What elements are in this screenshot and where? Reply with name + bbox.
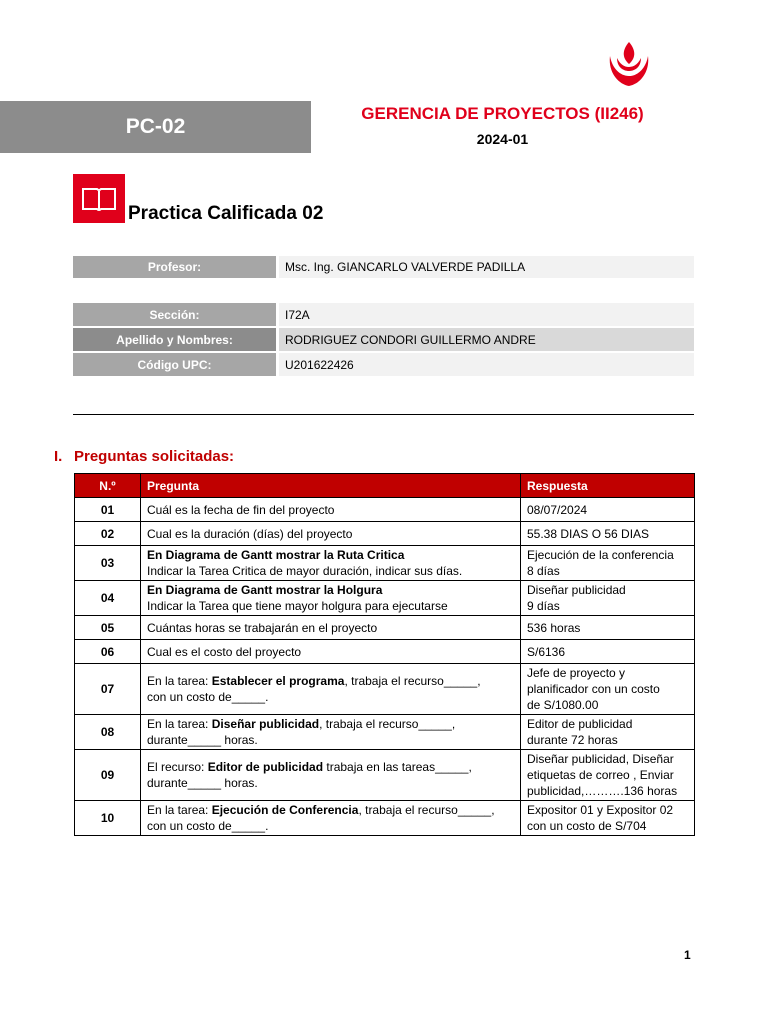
question-line bbox=[147, 818, 514, 834]
question-text: con un costo de_____. bbox=[147, 690, 269, 704]
answer-line: 536 horas bbox=[527, 620, 581, 635]
question-line bbox=[147, 644, 514, 660]
question-line bbox=[147, 502, 514, 518]
table-row bbox=[75, 616, 695, 640]
answer-line: de S/1080.00 bbox=[527, 698, 599, 712]
answer-cell bbox=[521, 498, 695, 522]
apellido-label: Apellido y Nombres: bbox=[73, 328, 276, 351]
answer-line: 8 días bbox=[527, 564, 560, 578]
answer-cell bbox=[521, 546, 695, 581]
row-number: 01 bbox=[75, 498, 141, 522]
question-text: Cuántas horas se trabajarán en el proyecto bbox=[147, 620, 378, 635]
question-line bbox=[147, 732, 514, 748]
table-row bbox=[75, 546, 695, 581]
question-cell bbox=[141, 750, 521, 801]
question-text: trabaja en las tareas_____, bbox=[323, 760, 472, 774]
question-cell bbox=[141, 522, 521, 546]
section-heading bbox=[54, 448, 234, 465]
document-title: Practica Calificada 02 bbox=[128, 203, 324, 224]
question-line bbox=[147, 775, 514, 791]
table-row bbox=[75, 522, 695, 546]
answer-line: S/6136 bbox=[527, 644, 566, 659]
answer-line: Diseñar publicidad, Diseñar bbox=[527, 752, 674, 766]
codigo-label: Código UPC: bbox=[73, 353, 276, 376]
answer-line: Diseñar publicidad bbox=[527, 583, 626, 597]
question-line bbox=[147, 620, 514, 636]
question-text: durante_____ horas. bbox=[147, 733, 258, 747]
question-line bbox=[147, 598, 514, 614]
question-cell bbox=[141, 616, 521, 640]
question-line bbox=[147, 802, 514, 818]
table-row bbox=[75, 498, 695, 522]
question-line bbox=[147, 673, 514, 689]
profesor-row bbox=[73, 256, 694, 278]
question-text: Cual es el costo del proyecto bbox=[147, 644, 302, 659]
question-text: En la tarea: bbox=[147, 674, 212, 688]
question-emphasis: Establecer el programa bbox=[211, 674, 345, 688]
answer-cell bbox=[521, 581, 695, 616]
answer-line: Jefe de proyecto y bbox=[527, 666, 626, 680]
answer-cell bbox=[521, 640, 695, 664]
book-icon bbox=[73, 174, 125, 223]
codigo-value: U201622426 bbox=[279, 353, 694, 376]
profesor-label: Profesor: bbox=[73, 256, 276, 278]
seccion-row bbox=[73, 303, 694, 326]
answer-cell bbox=[521, 522, 695, 546]
row-number: 08 bbox=[75, 715, 141, 750]
answer-cell bbox=[521, 750, 695, 801]
answer-line: con un costo de S/704 bbox=[527, 819, 647, 833]
codigo-row bbox=[73, 353, 694, 376]
row-number: 02 bbox=[75, 522, 141, 546]
answer-cell bbox=[521, 664, 695, 715]
table-row bbox=[75, 715, 695, 750]
question-text: , trabaja el recurso_____, bbox=[358, 803, 495, 817]
question-line bbox=[147, 716, 514, 732]
course-title: GERENCIA DE PROYECTOS (II246) bbox=[361, 104, 644, 123]
answer-line: Expositor 01 y Expositor 02 bbox=[527, 803, 674, 817]
apellido-value: RODRIGUEZ CONDORI GUILLERMO ANDRE bbox=[279, 328, 694, 351]
answer-cell bbox=[521, 801, 695, 836]
question-cell bbox=[141, 715, 521, 750]
question-emphasis: En Diagrama de Gantt mostrar la Holgura bbox=[147, 583, 383, 597]
row-number: 05 bbox=[75, 616, 141, 640]
question-emphasis: En Diagrama de Gantt mostrar la Ruta Critica bbox=[147, 548, 405, 562]
row-number: 07 bbox=[75, 664, 141, 715]
questions-table bbox=[74, 473, 695, 836]
answer-cell bbox=[521, 616, 695, 640]
answer-line: planificador con un costo bbox=[527, 682, 660, 696]
answer-line: Ejecución de la conferencia bbox=[527, 548, 674, 562]
question-cell bbox=[141, 581, 521, 616]
question-emphasis: Ejecución de Conferencia bbox=[211, 803, 359, 817]
question-line bbox=[147, 526, 514, 542]
answer-line: durante 72 horas bbox=[527, 733, 618, 747]
question-text: Cuál es la fecha de fin del proyecto bbox=[147, 502, 335, 517]
answer-line: etiquetas de correo , Enviar bbox=[527, 768, 674, 782]
table-row bbox=[75, 581, 695, 616]
apellido-row bbox=[73, 328, 694, 351]
question-text: , trabaja el recurso_____, bbox=[344, 674, 481, 688]
table-row bbox=[75, 640, 695, 664]
answer-line: 9 días bbox=[527, 599, 560, 613]
seccion-value: I72A bbox=[279, 303, 694, 326]
row-number: 06 bbox=[75, 640, 141, 664]
academic-period: 2024-01 bbox=[476, 131, 529, 147]
row-number: 04 bbox=[75, 581, 141, 616]
question-text: Indicar la Tarea Critica de mayor duración, indicar sus días. bbox=[147, 564, 463, 578]
row-number: 03 bbox=[75, 546, 141, 581]
header-question: Pregunta bbox=[141, 474, 521, 498]
section-title: Preguntas solicitadas: bbox=[74, 448, 235, 465]
seccion-label: Sección: bbox=[73, 303, 276, 326]
question-line bbox=[147, 582, 514, 598]
question-line bbox=[147, 563, 514, 579]
table-header-row bbox=[75, 474, 695, 498]
question-cell bbox=[141, 801, 521, 836]
question-text: Cual es la duración (días) del proyecto bbox=[147, 526, 353, 541]
divider bbox=[73, 414, 694, 415]
question-line bbox=[147, 547, 514, 563]
table-row bbox=[75, 664, 695, 715]
question-text: El recurso: bbox=[147, 760, 208, 774]
question-cell bbox=[141, 546, 521, 581]
answer-line: 08/07/2024 bbox=[527, 502, 588, 517]
document-code: PC-02 bbox=[125, 115, 186, 138]
question-text: con un costo de_____. bbox=[147, 819, 269, 833]
answer-line: Editor de publicidad bbox=[527, 717, 633, 731]
answer-cell bbox=[521, 715, 695, 750]
row-number: 09 bbox=[75, 750, 141, 801]
profesor-value: Msc. Ing. GIANCARLO VALVERDE PADILLA bbox=[279, 256, 694, 278]
table-row bbox=[75, 750, 695, 801]
header-num: N.º bbox=[75, 474, 141, 498]
question-cell bbox=[141, 664, 521, 715]
answer-line: 55.38 DIAS O 56 DIAS bbox=[527, 526, 650, 541]
question-line bbox=[147, 759, 514, 775]
question-text: , trabaja el recurso_____, bbox=[319, 717, 456, 731]
question-cell bbox=[141, 498, 521, 522]
document-code-tab bbox=[0, 101, 311, 153]
question-text: Indicar la Tarea que tiene mayor holgura para ejecutarse bbox=[147, 599, 448, 613]
question-text: En la tarea: bbox=[147, 717, 212, 731]
row-number: 10 bbox=[75, 801, 141, 836]
question-text: durante_____ horas. bbox=[147, 776, 258, 790]
university-logo-icon bbox=[606, 40, 652, 90]
answer-line: publicidad,……….136 horas bbox=[527, 784, 678, 798]
page-number: 1 bbox=[684, 948, 691, 962]
question-line bbox=[147, 689, 514, 705]
table-row bbox=[75, 801, 695, 836]
section-number: I. bbox=[54, 448, 63, 465]
question-emphasis: Diseñar publicidad bbox=[211, 717, 320, 731]
header-answer: Respuesta bbox=[521, 474, 695, 498]
question-cell bbox=[141, 640, 521, 664]
question-emphasis: Editor de publicidad bbox=[207, 760, 324, 774]
question-text: En la tarea: bbox=[147, 803, 212, 817]
